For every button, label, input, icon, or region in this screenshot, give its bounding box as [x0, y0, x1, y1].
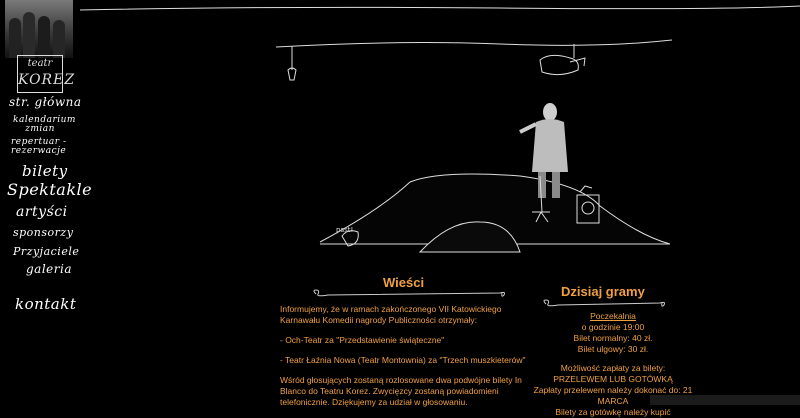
top-rule-line — [80, 6, 800, 10]
nav-home[interactable]: str. główna — [9, 95, 82, 109]
logo-line1: teatr — [27, 58, 53, 69]
cash-note: Bilety za gotówkę należy kupić — [555, 407, 671, 417]
ceiling-line — [276, 40, 672, 47]
news-paragraph: - Teatr Łaźnia Nowa (Teatr Montownia) za "Trzech muszkieterów" — [280, 355, 526, 365]
ticket-reduced: Bilet ulgowy: 30 zł. — [577, 344, 649, 354]
today-venue-link[interactable]: Poczekalnia — [590, 311, 636, 321]
news-divider-swirl — [310, 288, 510, 300]
horizontal-scrollbar[interactable] — [650, 395, 800, 405]
nav-tickets[interactable]: bilety — [22, 162, 68, 180]
sidebar — [0, 0, 93, 405]
hanging-figure-icon — [540, 44, 585, 75]
logo-line2: KOREZ — [18, 72, 76, 88]
nav-repertoire[interactable]: repertuar - rezerwacje — [11, 137, 67, 156]
nav-calendar[interactable]: kalendarium zmian — [13, 115, 76, 134]
cast-photo — [5, 0, 73, 58]
nav-artists[interactable]: artyści — [16, 204, 68, 220]
nav-friends[interactable]: Przyjaciele — [13, 245, 80, 258]
psst-text: psst! — [336, 226, 354, 234]
today-heading: Dzisiaj gramy — [561, 284, 645, 299]
news-paragraph: Wśród głosujących zostaną rozlosowane dwa podwójne bilety In Blanco do Teatru Korez. Zwycięzcy zostaną powiadomieni telefonicznie. Dziękujemy za udział w głosowaniu. — [280, 375, 522, 407]
nav-gallery[interactable]: galeria — [26, 262, 73, 276]
payment-methods: PRZELEWEM LUB GOTÓWKĄ — [553, 374, 673, 384]
news-heading: Wieści — [383, 275, 425, 290]
lamp-icon — [288, 46, 296, 80]
today-divider-swirl — [540, 298, 670, 310]
theater-logo[interactable] — [17, 55, 76, 93]
news-paragraph: Informujemy, że w ramach zakończonego VII Katowickiego Karnawału Komedii nagrody Publiczności otrzymały: — [280, 304, 502, 325]
news-paragraph: - Och-Teatr za "Przedstawienie świąteczne" — [280, 335, 445, 345]
today-time: o godzinie 19:00 — [581, 322, 645, 332]
nav-contact[interactable]: kontakt — [15, 295, 77, 313]
news-body — [280, 304, 530, 417]
payment-title: Możliwość zapłaty za bilety: — [560, 363, 666, 373]
hero-illustration — [80, 0, 800, 270]
transfer-note: Zapłaty przelewem należy dokonać do: 21 MARCA — [533, 385, 693, 406]
nav-plays[interactable]: Spektakle — [7, 180, 93, 199]
nav-sponsors[interactable]: sponsorzy — [13, 226, 74, 239]
ticket-normal: Bilet normalny: 40 zł. — [573, 333, 653, 343]
